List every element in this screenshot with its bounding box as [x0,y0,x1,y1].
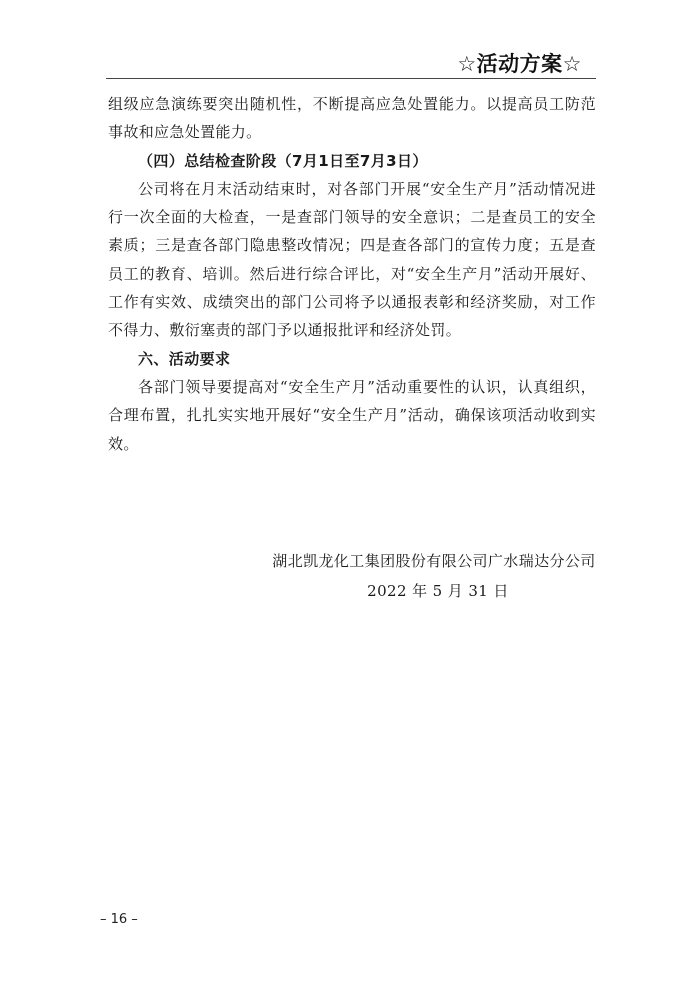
document-header-title: ☆活动方案☆ [457,52,582,76]
signature-company: 湖北凯龙化工集团股份有限公司广水瑞达分公司 [272,552,596,570]
signature-date: 2022 年 5 月 31 日 [367,582,509,600]
section-4-heading: （四）总结检查阶段（7月1日至7月3日） [138,151,428,170]
section-4-paragraph: 公司将在月末活动结束时，对各部门开展“安全生产月”活动情况进行一次全面的大检查，一是查部门领导的安全意识；二是查员工的安全素质；三是查各部门隐患整改情况；四是查各部门的宣传力度；五是查员工的教育、培训。然后进行综合评比，对“安全生产月”活动开展好、工作有实效、成绩突出的部门公司将予以通报表彰和经济奖励，对工作不得力、敷衍塞责的部门予以通报批评和经济处罚。 [108,179,596,340]
continued-paragraph: 组级应急演练要突出随机性，不断提高应急处置能力。以提高员工防范事故和应急处置能力。 [108,95,596,142]
section-6-paragraph: 各部门领导要提高对“安全生产月”活动重要性的认识，认真组织，合理布置，扎扎实实地开展好“安全生产月”活动，确保该项活动收到实效。 [108,377,596,453]
header-divider [106,78,596,79]
page-number: – 16 – [100,912,138,927]
section-6-heading: 六、活动要求 [138,349,231,368]
document-body [108,90,596,458]
